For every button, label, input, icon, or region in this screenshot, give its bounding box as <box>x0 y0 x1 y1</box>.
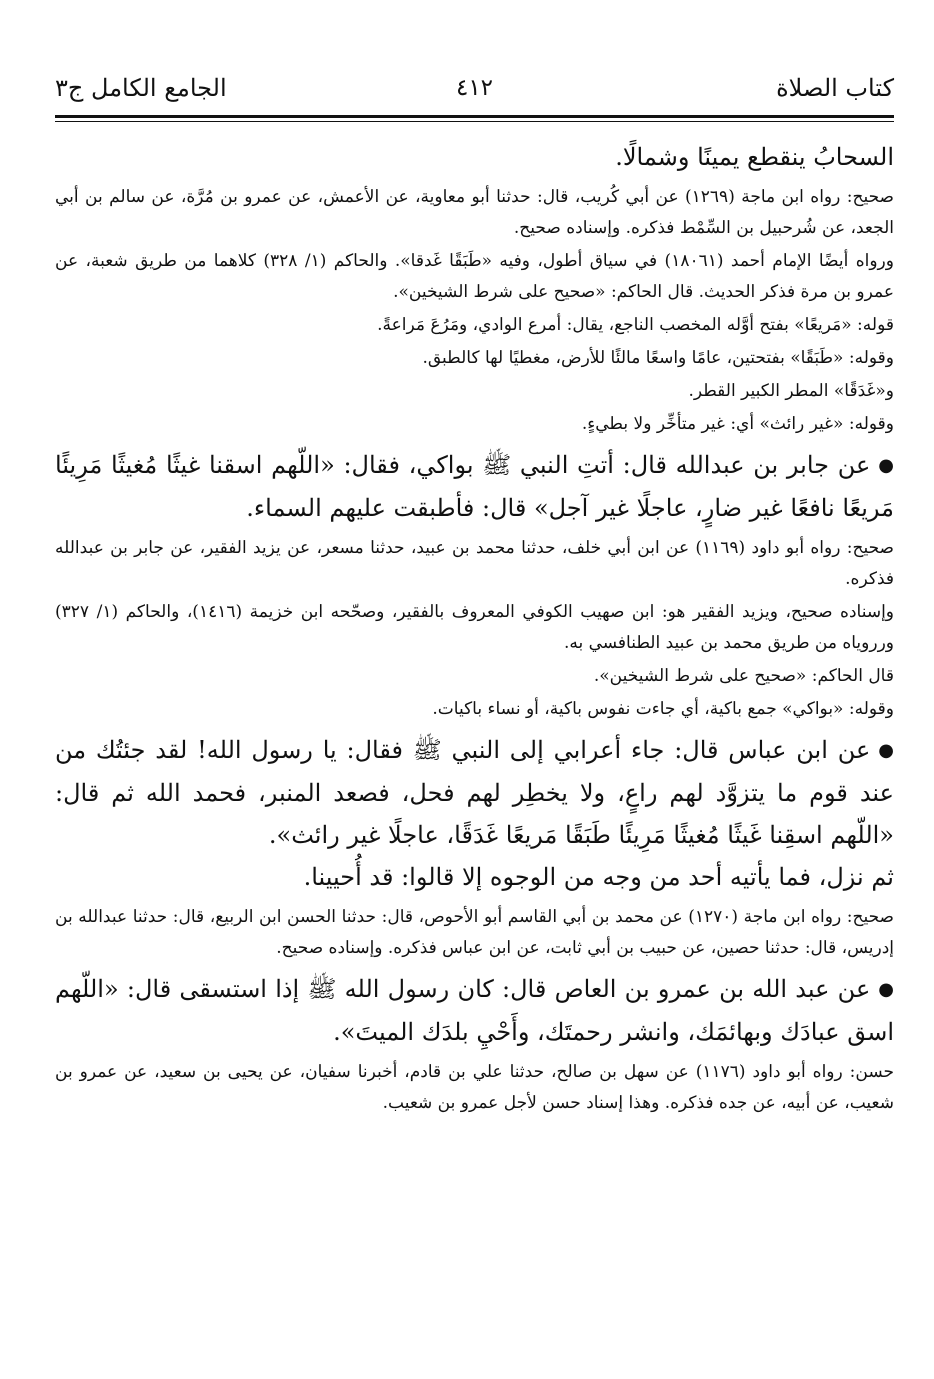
takhrij-note: صحيح: رواه ابن ماجة (١٢٧٠) عن محمد بن أبي القاسم أبو الأحوص، قال: حدثنا الحسن ابن الربيع، قال: حدثنا عبدالله بن إدريس، قال: حدثنا حصين، عن حبيب بن أبي ثابت، عن ابن عباس فذكره. وإسناده صحيح. <box>55 907 894 958</box>
hadith-text: السحابُ ينقطع يمينًا وشمالًا. <box>615 143 894 171</box>
hadith-text: عن عبد الله بن عمرو بن العاص قال: كان رسول الله ﷺ إذا استسقى قال: «اللّهم اسق عبادَك وبهائمَك، وانشر رحمتَك، وأَحْيِ بلدَك الميتَ». <box>55 975 894 1046</box>
bullet-icon: ● <box>878 740 895 761</box>
gloss-note: قوله: «مَريعًا» بفتح أوَّله المخصب الناجع، يقال: أمرع الوادي، ومَرُعَ مَراعةً. <box>377 315 894 335</box>
takhrij-note: صحيح: رواه ابن ماجة (١٢٦٩) عن أبي كُريب، قال: حدثنا أبو معاوية، عن الأعمش، عن عمرو بن مُرَّة، عن سالم بن أبي الجعد، عن شُرحبيل بن السِّمْط فذكره. وإسناده صحيح. <box>55 187 894 238</box>
page-header <box>55 62 894 114</box>
page-body <box>55 136 894 1121</box>
page-number: ٤١٢ <box>455 75 494 101</box>
hadith-entry <box>55 729 894 856</box>
gloss-note: وقوله: «غير رائث» أي: غير متأخِّر ولا بطيءٍ. <box>581 414 894 434</box>
bullet-icon: ● <box>878 979 894 1000</box>
hadith-text: ثم نزل، فما يأتيه أحد من وجه من الوجوه إلا قالوا: قد أُحيينا. <box>303 863 894 891</box>
book-title: الجامع الكامل ج٣ <box>55 74 227 102</box>
gloss-note: وقوله: «طَبَقًا» بفتحتين، عامًا واسعًا مالئًا للأرض، مغطيًا لها كالطبق. <box>422 348 894 368</box>
hadith-entry <box>55 968 894 1053</box>
takhrij-note: ورواه أيضًا الإمام أحمد (١٨٠٦١) في سياق أطول، وفيه «طَبَقًا غَدقا». والحاكم (١/ ٣٢٨) كلاهما من طريق شعبة، عن عمرو بن مرة فذكر الحديث. قال الحاكم: «صحيح على شرط الشيخين». <box>55 251 894 302</box>
takhrij-note: صحيح: رواه أبو داود (١١٦٩) عن ابن أبي خلف، حدثنا محمد بن عبيد، حدثنا مسعر، عن يزيد الفقير، عن جابر بن عبدالله فذكره. <box>55 538 894 589</box>
header-rule-thin <box>55 121 894 122</box>
takhrij-note: وإسناده صحيح، ويزيد الفقير هو: ابن صهيب الكوفي المعروف بالفقير، وصحّحه ابن خزيمة (١٤١٦)، والحاكم (١/ ٣٢٧) ورروياه من طريق محمد بن عبيد الطنافسي به. <box>55 602 895 653</box>
hadith-entry <box>55 444 894 529</box>
bullet-icon: ● <box>878 455 894 476</box>
hadith-text: عن جابر بن عبدالله قال: أتتِ النبي ﷺ بواكي، فقال: «اللّهم اسقنا غيثًا مُغيثًا مَرِيئًا مَريعًا نافعًا غير ضارٍ، عاجلًا غير آجل» قال: فأطبقت عليهم السماء. <box>55 451 894 522</box>
hadith-text: عن ابن عباس قال: جاء أعرابي إلى النبي ﷺ فقال: يا رسول الله! لقد جئتُك من عند قوم ما يتزوَّد لهم راعٍ، ولا يخطِر لهم فحل، فصعد المنبر، فحمد الله ثم قال: «اللّهم اسقِنا غَيثًا مُغيثًا مَرِيئًا طَبَقًا مَريعًا غَدَقًا، عاجلًا غير رائث». <box>55 736 894 849</box>
takhrij-note: حسن: رواه أبو داود (١١٧٦) عن سهل بن صالح، حدثنا علي بن قادم، أخبرنا سفيان، عن يحيى بن سعيد، عن عمرو بن شعيب، عن أبيه، عن جده فذكره. وهذا إسناد حسن لأجل عمرو بن شعيب. <box>55 1062 894 1113</box>
gloss-note: وقوله: «بواكي» جمع باكية، أي جاءت نفوس باكية، أو نساء باكيات. <box>432 699 894 719</box>
takhrij-note: قال الحاكم: «صحيح على شرط الشيخين». <box>593 666 894 686</box>
header-rule-thick <box>55 115 894 118</box>
chapter-title: كتاب الصلاة <box>776 74 894 102</box>
gloss-note: و«غَدَقًا» المطر الكبير القطر. <box>688 381 894 401</box>
